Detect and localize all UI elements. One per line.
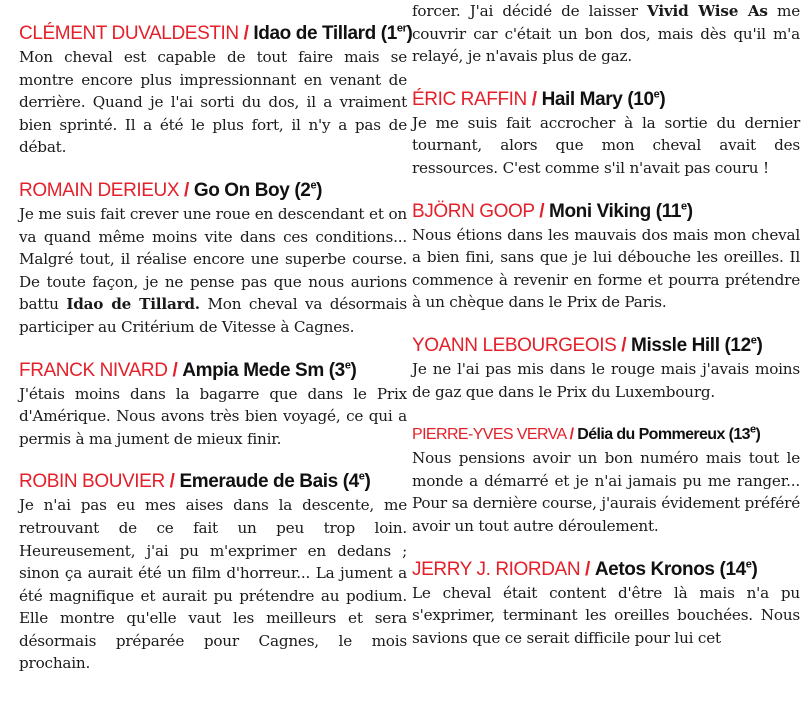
quote-text: Je n'ai pas eu mes aises dans la descente, me retrouvant de ce fait un peu trop loin. Heureusement, j'ai pu m'exprimer en dedans ; sinon ça aurait été un film d'horreur... La jument a été magnifique et aurait pu prétendre au podium. Elle montre qu'elle vaut les meilleurs et sera désormais préparée pour Cagnes, le mois prochain. bbox=[19, 496, 407, 673]
quote-text bbox=[19, 203, 407, 339]
finish-rank: (12e) bbox=[724, 334, 763, 356]
quote-text: Je ne l'ai pas mis dans le rouge mais j'avais moins de gaz que dans le Prix du Luxembourg. bbox=[412, 359, 800, 401]
entry-heading bbox=[412, 422, 800, 447]
jockey-name: JERRY J. RIORDAN bbox=[412, 558, 581, 580]
entry-heading bbox=[412, 87, 800, 112]
jockey-name: ÉRIC RAFFIN bbox=[412, 88, 527, 110]
rank-number: 12 bbox=[730, 334, 751, 356]
entry-heading bbox=[412, 199, 800, 224]
rank-number: 13 bbox=[733, 426, 750, 444]
jockey-name: YOANN LEBOURGEOIS bbox=[412, 334, 617, 356]
horse-name: Go On Boy bbox=[193, 179, 290, 201]
finish-rank: (2e) bbox=[294, 179, 323, 201]
quote-entry bbox=[412, 199, 800, 314]
horse-name: Emeraude de Bais bbox=[179, 471, 338, 493]
jockey-name: CLÉMENT DUVALDESTIN bbox=[19, 23, 239, 44]
rank-suffix: er bbox=[396, 22, 407, 35]
heading-separator: / bbox=[621, 334, 627, 356]
jockey-name: ROBIN BOUVIER bbox=[19, 471, 165, 493]
horse-name: Ampia Mede Sm bbox=[182, 359, 324, 381]
finish-rank: (13e) bbox=[728, 423, 761, 444]
heading-separator: / bbox=[585, 558, 590, 580]
quote-entry bbox=[412, 557, 800, 650]
rank-suffix: e bbox=[344, 359, 351, 372]
finish-rank: (1er) bbox=[380, 22, 413, 44]
entry-heading bbox=[19, 469, 407, 494]
quote-text: Nous étions dans les mauvais dos mais mon cheval a bien fini, sans que je lui débouche les oreilles. Il commence à revenir en forme et pourra prétendre à un chèque dans le Prix de Paris. bbox=[412, 225, 800, 312]
rank-number: 2 bbox=[300, 179, 311, 201]
quote-text: Nous pensions avoir un bon numéro mais tout le monde a démarré et je n'ai jamais pu me ranger... Pour sa dernière course, j'aurais évidement préféré avoir un tout autre déroulement. bbox=[412, 449, 800, 535]
entry-heading bbox=[19, 358, 407, 383]
quote-text-part: Mon cheval va désormais participer au Critérium de Vitesse à Cagnes. bbox=[19, 295, 407, 336]
heading-separator: / bbox=[243, 23, 249, 44]
finish-rank: (10e) bbox=[627, 88, 666, 110]
right-column bbox=[412, 0, 800, 649]
horse-name: Idao de Tillard bbox=[253, 23, 376, 44]
heading-separator: / bbox=[169, 471, 175, 493]
rank-suffix: e bbox=[653, 88, 660, 101]
rank-suffix: e bbox=[310, 179, 317, 192]
rank-number: 3 bbox=[334, 359, 345, 381]
entry-heading bbox=[19, 178, 407, 203]
quote-text-part: forcer. J'ai décidé de laisser bbox=[412, 2, 648, 20]
horse-mention: Vivid Wise As bbox=[647, 2, 768, 20]
entry-heading bbox=[412, 333, 800, 358]
quote-text-part: Je me suis fait crever une roue en descendant et on va quand même moins vite dans ces conditions... Malgré tout, il réalise encore une superbe course. De toute façon, je ne pense pas que nous aurions battu bbox=[19, 204, 407, 314]
quote-entry bbox=[19, 178, 407, 339]
finish-rank: (11e) bbox=[655, 200, 693, 222]
rank-suffix: e bbox=[749, 423, 756, 436]
entry-heading bbox=[412, 557, 800, 582]
rank-suffix: e bbox=[358, 470, 365, 483]
quote-entry bbox=[19, 21, 413, 159]
jockey-name: ROMAIN DERIEUX bbox=[19, 179, 180, 201]
finish-rank: (4e) bbox=[342, 470, 371, 493]
quote-entry bbox=[19, 358, 407, 451]
quote-text: J'étais moins dans la bagarre que dans le Prix d'Amérique. Nous avons très bien voyagé, ce qui a permis à ma jument de mieux finir. bbox=[19, 384, 407, 448]
horse-mention: Idao de Tillard. bbox=[66, 295, 200, 314]
jockey-name: PIERRE-YVES VERVA bbox=[412, 426, 566, 444]
continued-quote-text bbox=[412, 0, 800, 68]
jockey-name: BJÖRN GOOP bbox=[412, 200, 535, 222]
rank-suffix: e bbox=[745, 558, 752, 571]
quote-entry bbox=[412, 422, 800, 537]
entry-heading bbox=[19, 21, 413, 46]
rank-number: 14 bbox=[725, 558, 746, 580]
quote-text: Mon cheval est capable de tout faire mais se montre encore plus impressionnant en venant de derrière. Quand je l'ai sorti du dos, il a vraiment bien sprinté. Il a été le plus fort, il n'y a pas de débat. bbox=[19, 48, 407, 157]
quote-text: Je me suis fait accrocher à la sortie du dernier tournant, alors que mon cheval avait des ressources. C'est comme s'il n'avait pas couru ! bbox=[412, 113, 800, 177]
heading-separator: / bbox=[531, 88, 537, 110]
left-column bbox=[19, 0, 413, 675]
quote-entry bbox=[412, 87, 800, 180]
horse-name: Délia du Pommereux bbox=[577, 426, 725, 444]
heading-separator: / bbox=[539, 200, 545, 222]
quote-entry bbox=[19, 469, 407, 675]
horse-name: Missle Hill bbox=[631, 334, 720, 356]
rank-suffix: e bbox=[681, 200, 687, 213]
horse-name: Hail Mary bbox=[541, 88, 623, 110]
heading-separator: / bbox=[569, 426, 574, 444]
rank-number: 10 bbox=[633, 88, 654, 110]
quote-entry bbox=[412, 333, 800, 403]
horse-name: Aetos Kronos bbox=[594, 558, 715, 580]
finish-rank: (3e) bbox=[328, 359, 357, 381]
quote-text-part: me couvrir car c'était un bon dos, mais dès qu'il m'a relayé, je n'avais plus de gaz. bbox=[412, 2, 800, 66]
rank-number: 11 bbox=[661, 200, 682, 222]
heading-separator: / bbox=[172, 359, 178, 381]
quote-text: Le cheval était content d'être là mais n'a pu s'exprimer, terminant les oreilles bouchées. Nous savions que ce serait difficile pour lui cet bbox=[412, 583, 800, 647]
rank-suffix: e bbox=[750, 334, 757, 347]
horse-name: Moni Viking bbox=[549, 200, 651, 222]
heading-separator: / bbox=[184, 179, 189, 201]
rank-number: 4 bbox=[348, 471, 359, 493]
jockey-name: FRANCK NIVARD bbox=[19, 359, 168, 381]
finish-rank: (14e) bbox=[719, 558, 758, 580]
rank-number: 1 bbox=[386, 23, 397, 44]
